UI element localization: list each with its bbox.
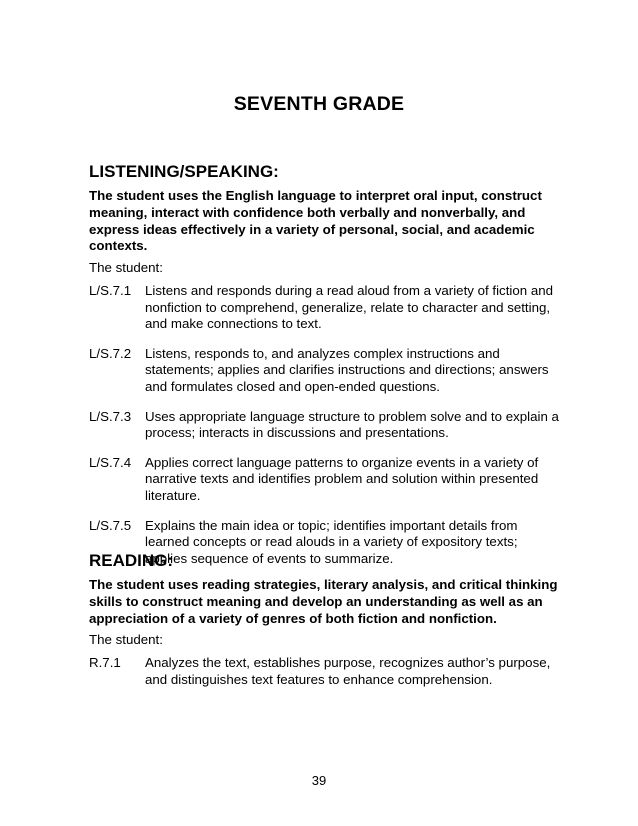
standard-code: L/S.7.3: [89, 408, 132, 424]
standard-text: Explains the main idea or topic; identifies important details from learned concepts or read alouds in a variety of expository texts; applies sequence of events to summarize.: [145, 517, 518, 566]
standard-item: [89, 409, 559, 442]
standard-item: [89, 655, 559, 688]
standard-code: L/S.7.1: [89, 282, 132, 298]
standard-item: [89, 455, 559, 505]
reading-section: [89, 551, 559, 701]
standard-text: Uses appropriate language structure to problem solve and to explain a process; interacts in discussions and presentations.: [145, 408, 559, 441]
standard-item: [89, 346, 559, 396]
standard-code: L/S.7.2: [89, 345, 132, 361]
standard-item: [89, 283, 559, 333]
section-heading: READING:: [89, 551, 174, 570]
standard-text: Listens and responds during a read aloud from a variety of fiction and nonfiction to comprehend, generalize, relate to character and setting, and make connections to text.: [145, 282, 554, 332]
section-intro: The student uses reading strategies, literary analysis, and critical thinking skills to construct meaning and develop an understanding as well as an appreciation of a variety of genres of both fiction and nonfiction.: [89, 577, 558, 626]
standard-text: Analyzes the text, establishes purpose, recognizes author’s purpose, and distinguishes text features to enhance comprehension.: [145, 655, 551, 687]
standard-code: L/S.7.5: [89, 517, 132, 533]
section-heading: LISTENING/SPEAKING:: [89, 162, 279, 181]
standard-text: Applies correct language patterns to organize events in a variety of narrative texts and identifies problem and solution within presented literature.: [145, 454, 539, 503]
the-student-label: The student:: [89, 260, 163, 276]
page-number: 39: [311, 773, 327, 788]
listening-speaking-section: [89, 162, 559, 580]
standard-code: R.7.1: [89, 655, 121, 671]
standard-text: Listens, responds to, and analyzes complex instructions and statements; applies and clarifies instructions and directions; answers and formulates closed and open-ended questions.: [145, 345, 549, 394]
the-student-label: The student:: [89, 632, 163, 648]
standard-code: L/S.7.4: [89, 454, 132, 470]
page-title: SEVENTH GRADE: [233, 93, 405, 115]
section-intro: The student uses the English language to interpret oral input, construct meaning, interact with confidence both verbally and nonverbally, and express ideas effectively in a variety of personal, social, and academic contexts.: [89, 188, 542, 254]
